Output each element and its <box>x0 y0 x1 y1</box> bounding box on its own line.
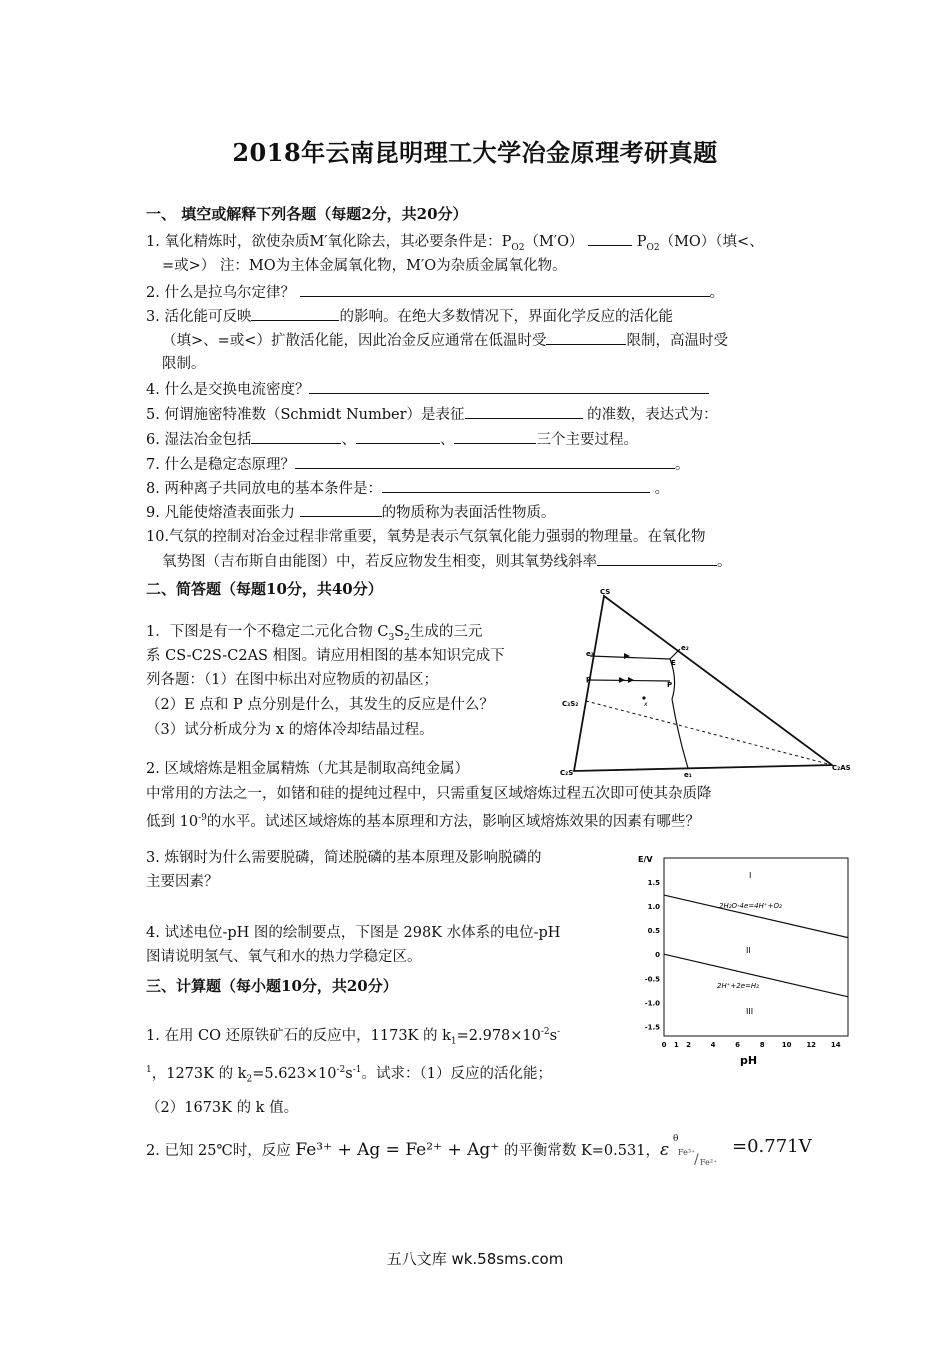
footer-watermark: 五八文库 wk.58sms.com <box>386 1250 564 1268</box>
s1-q3-text-c: （填>、=或<）扩散活化能，因此冶金反应通常在低温时受 <box>162 333 547 349</box>
s1-q2-text: 2. 什么是拉乌尔定律？ <box>146 285 295 301</box>
s1-q10-end: 。 <box>717 554 732 570</box>
s3-q1-text-b: ，1273K 的 k <box>151 1065 247 1082</box>
s1-q7-end: 。 <box>674 457 690 473</box>
s2-q1-text-a: 1．下图是有一个不稳定二元化合物 C <box>146 624 389 640</box>
x-axis-label: pH <box>740 1054 758 1067</box>
s1-q6-sep2: 、 <box>439 432 455 448</box>
s1-q10-line1: 10.气氛的控制对冶金过程非常重要，氧势是表示气氛氧化能力强弱的物理量。在氧化物 <box>146 529 706 545</box>
y-tick-label: -1.5 <box>644 1023 660 1032</box>
s1-q8 <box>146 477 669 500</box>
s2-q1-line3: 列各题：（1）在图中标出对应物质的初晶区； <box>146 672 438 688</box>
section3-heading: 三、计算题（每小题10分，共20分） <box>146 977 398 995</box>
s1-q6 <box>146 428 638 451</box>
s1-q3-line1 <box>146 305 673 328</box>
s1-q6-text-a: 6. 湿法冶金包括 <box>146 432 252 448</box>
boundary-curve <box>590 656 688 768</box>
blank[interactable] <box>295 453 675 469</box>
s3-q1-sup5: -1 <box>352 1065 362 1075</box>
s1-q5-text-a: 5. 何谓施密特准数（Schmidt Number）是表征 <box>146 407 465 423</box>
s3-q1-text-c: =2.978×10 <box>456 1027 541 1044</box>
s1-q9-text-b: 的物质称为表面活性物质。 <box>381 505 556 521</box>
x-tick-label: 12 <box>806 1041 817 1049</box>
s2-q2-line1: 2. 区域熔炼是粗金属精炼（尤其是制取高纯金属） <box>146 761 469 777</box>
s1-q9 <box>146 501 556 524</box>
s1-q3-text-b: 的影响。在绝大多数情况下，界面化学反应的活化能 <box>339 309 673 325</box>
fe2-label: Fe²⁺ <box>700 1158 718 1167</box>
s3-q1-sub2: 2 <box>246 1074 253 1085</box>
s1-q10-line2 <box>162 550 732 573</box>
blank[interactable] <box>309 378 709 394</box>
s2-q4-line1: 4. 试述电位-pH 图的绘制要点，下图是 298K 水体系的电位-pH <box>146 925 561 941</box>
section1-heading: 一、 填空或解释下列各题（每题2分，共20分） <box>146 205 468 223</box>
electrode-potential <box>656 1132 816 1172</box>
x-tick-label: 10 <box>781 1041 792 1049</box>
s1-q6-text-d: 三个主要过程。 <box>536 432 638 448</box>
region-label-iii: III <box>746 1007 754 1016</box>
s3-q1-sup3: 1 <box>146 1065 152 1075</box>
s2-q2-line3 <box>146 807 700 833</box>
blank[interactable] <box>588 230 632 246</box>
x-tick-label: 4 <box>710 1041 716 1049</box>
label-x: x <box>644 701 648 708</box>
s1-q1-text-a: 1. 氧化精炼时，欲使杂质M′氧化除去，其必要条件是：P <box>146 234 512 250</box>
s3-q2-text-b: 的平衡常数 K=0.531， <box>503 1143 660 1159</box>
s2-q2-line2: 中常用的方法之一，如锗和硅的提纯过程中，只需重复区域熔炼过程五次即可使其杂质降 <box>146 786 712 802</box>
x-tick-label: 2 <box>686 1041 691 1049</box>
label-p: p <box>586 675 592 683</box>
s1-q7-text: 7. 什么是稳定态原理？ <box>146 457 295 473</box>
x-tick-label: 8 <box>759 1041 765 1049</box>
s1-q4-text: 4. 什么是交换电流密度？ <box>146 382 310 398</box>
s1-q9-text-a: 9. 凡能使熔渣表面张力 <box>146 505 295 521</box>
blank[interactable] <box>251 428 341 444</box>
s3-q2-text-a: 2. 已知 25℃时，反应 <box>146 1143 291 1159</box>
s3-q1-text-h: 。试求：（1）反应的活化能； <box>361 1065 552 1082</box>
s1-q5 <box>146 403 718 426</box>
s2-q1-text-c: S <box>394 624 405 640</box>
section2-heading: 二、简答题（每题10分，共40分） <box>146 580 383 598</box>
label-P: P <box>667 681 673 689</box>
s1-q6-sep1: 、 <box>341 432 356 448</box>
s2-q1-line4: （2）E 点和 P 点分别是什么，其发生的反应是什么？ <box>146 697 494 713</box>
join-line <box>586 701 832 765</box>
y-tick-label: -1.0 <box>644 999 660 1008</box>
blank[interactable] <box>597 550 717 566</box>
s3-q1-text-d: =5.623×10 <box>252 1065 337 1082</box>
s1-q1-p2: P <box>636 234 647 250</box>
page-title: 2018年云南昆明理工大学冶金原理考研真题 <box>232 138 718 167</box>
label-cs: CS <box>600 588 611 596</box>
blank[interactable] <box>454 428 536 444</box>
label-c2as: C₂AS <box>832 764 851 772</box>
s1-q3-text-a: 3. 活化能可反映 <box>146 309 252 325</box>
s3-q1-text-f: s <box>345 1065 353 1082</box>
label-c2s: C₂S <box>560 769 574 777</box>
s1-q8-text: 8. 两种离子共同放电的基本条件是： <box>146 481 382 497</box>
theta-symbol: θ <box>673 1134 679 1144</box>
series-label-h2: 2H⁺+2e=H₂ <box>717 982 759 990</box>
eph-chart <box>636 850 856 1075</box>
s1-q2 <box>146 281 724 304</box>
s1-q5-text-b: 的准数，表达式为： <box>587 407 718 423</box>
s3-q2 <box>146 1139 660 1162</box>
s2-q1-line5: （3）试分析成分为 x 的熔体冷却结晶过程。 <box>146 722 434 738</box>
label-e1: e₁ <box>684 771 692 779</box>
x-tick-label: 0 <box>661 1041 667 1049</box>
point-x <box>642 696 645 699</box>
epsilon-symbol: ε <box>660 1140 670 1160</box>
x-tick-label: 14 <box>830 1041 841 1049</box>
arrow-icon <box>628 677 634 683</box>
s1-q1-line2: =或>） 注：MO为主体金属氧化物，M′O为杂质金属氧化物。 <box>162 258 567 274</box>
s2-q2-text-a: 低到 10 <box>146 813 199 830</box>
label-E: E <box>671 659 676 667</box>
label-e3: e₃ <box>586 650 594 658</box>
y-tick-label: 1.0 <box>647 903 660 912</box>
x-tick-label: 6 <box>735 1041 741 1049</box>
potential-value: =0.771V <box>732 1136 812 1157</box>
blank[interactable] <box>356 428 440 444</box>
region-label-i: I <box>749 871 752 880</box>
s1-q2-end: 。 <box>709 285 725 301</box>
s3-q1-text-e: s <box>549 1027 558 1044</box>
triangle-outline <box>574 596 832 771</box>
s2-q1-sub-a: 3 <box>388 632 395 643</box>
s2-q3-line1: 3. 炼钢时为什么需要脱磷，简述脱磷的基本原理及影响脱磷的 <box>146 850 542 866</box>
blank[interactable] <box>546 329 626 345</box>
s1-q1-mid2: （MO）（填<、 <box>659 234 764 250</box>
s2-q4-line2: 图请说明氢气、氧气和水的热力学稳定区。 <box>146 949 422 965</box>
s3-q1-line1 <box>146 1021 560 1053</box>
s1-q1-mid1: （M′O） <box>524 234 584 250</box>
s1-q4 <box>146 378 709 401</box>
y-axis-label: E/V <box>638 855 653 864</box>
arrow-icon <box>619 677 625 683</box>
s1-q3-line3: 限制。 <box>162 356 206 372</box>
blank[interactable] <box>300 501 382 517</box>
s3-q1-sub1: 1 <box>450 1036 457 1047</box>
phase-diagram <box>560 585 860 785</box>
blank[interactable] <box>300 281 710 297</box>
y-tick-label: -0.5 <box>644 975 660 984</box>
label-c3s2: C₃S₂ <box>562 700 579 708</box>
series-line-h2 <box>664 954 848 997</box>
s1-q1-sub1: O2 <box>511 242 525 253</box>
x-tick-label: 1 <box>673 1041 679 1049</box>
y-tick-label: 1.5 <box>647 879 660 888</box>
s3-q1-line3: （2）1673K 的 k 值。 <box>146 1100 299 1116</box>
s1-q3-line2 <box>162 329 728 352</box>
s2-q3-line2: 主要因素？ <box>146 874 219 890</box>
s1-q1-sub2: O2 <box>646 242 660 253</box>
blank[interactable] <box>465 403 583 419</box>
slash-symbol: / <box>694 1152 699 1168</box>
s2-q1-line2: 系 CS-C2S-C2AS 相图。请应用相图的基本知识完成下 <box>146 648 505 664</box>
s1-q8-end: 。 <box>654 481 670 497</box>
s3-q1-sup1: -2 <box>540 1027 550 1037</box>
s2-q1-sub-b: 2 <box>404 632 410 643</box>
s2-q2-sup: -9 <box>198 813 207 823</box>
blank[interactable] <box>251 305 339 321</box>
s3-q1-sup2: - <box>557 1027 561 1037</box>
plot-frame <box>664 858 848 1036</box>
y-tick-label: 0.5 <box>647 927 660 936</box>
s1-q7 <box>146 453 689 476</box>
arrow-icon <box>624 653 630 659</box>
y-tick-label: 0 <box>655 951 660 960</box>
label-e2: e₂ <box>681 644 689 652</box>
blank[interactable] <box>382 477 650 493</box>
series-label-o2: 2H₂O-4e=4H⁺+O₂ <box>719 902 782 910</box>
boundary-e2 <box>670 649 680 659</box>
s3-q1-line2 <box>146 1059 552 1091</box>
s2-q2-text-b: 的水平。试述区域熔炼的基本原理和方法，影响区域熔炼效果的因素有哪些？ <box>206 813 700 830</box>
s3-q2-equation: Fe³⁺ + Ag = Fe²⁺ + Ag⁺ <box>295 1140 500 1160</box>
s1-q3-text-d: 限制，高温时受 <box>626 333 728 349</box>
s3-q1-sup4: -2 <box>336 1065 346 1075</box>
s2-q1-text-e: 生成的三元 <box>409 624 483 640</box>
region-label-ii: II <box>746 946 751 955</box>
s3-q1-text-a: 1. 在用 CO 还原铁矿石的反应中，1173K 的 k <box>146 1027 451 1044</box>
fe3-label: Fe³⁺ <box>678 1148 696 1157</box>
s1-q10-text: 氧势图（吉布斯自由能图）中，若反应物发生相变，则其氧势线斜率 <box>162 554 597 570</box>
